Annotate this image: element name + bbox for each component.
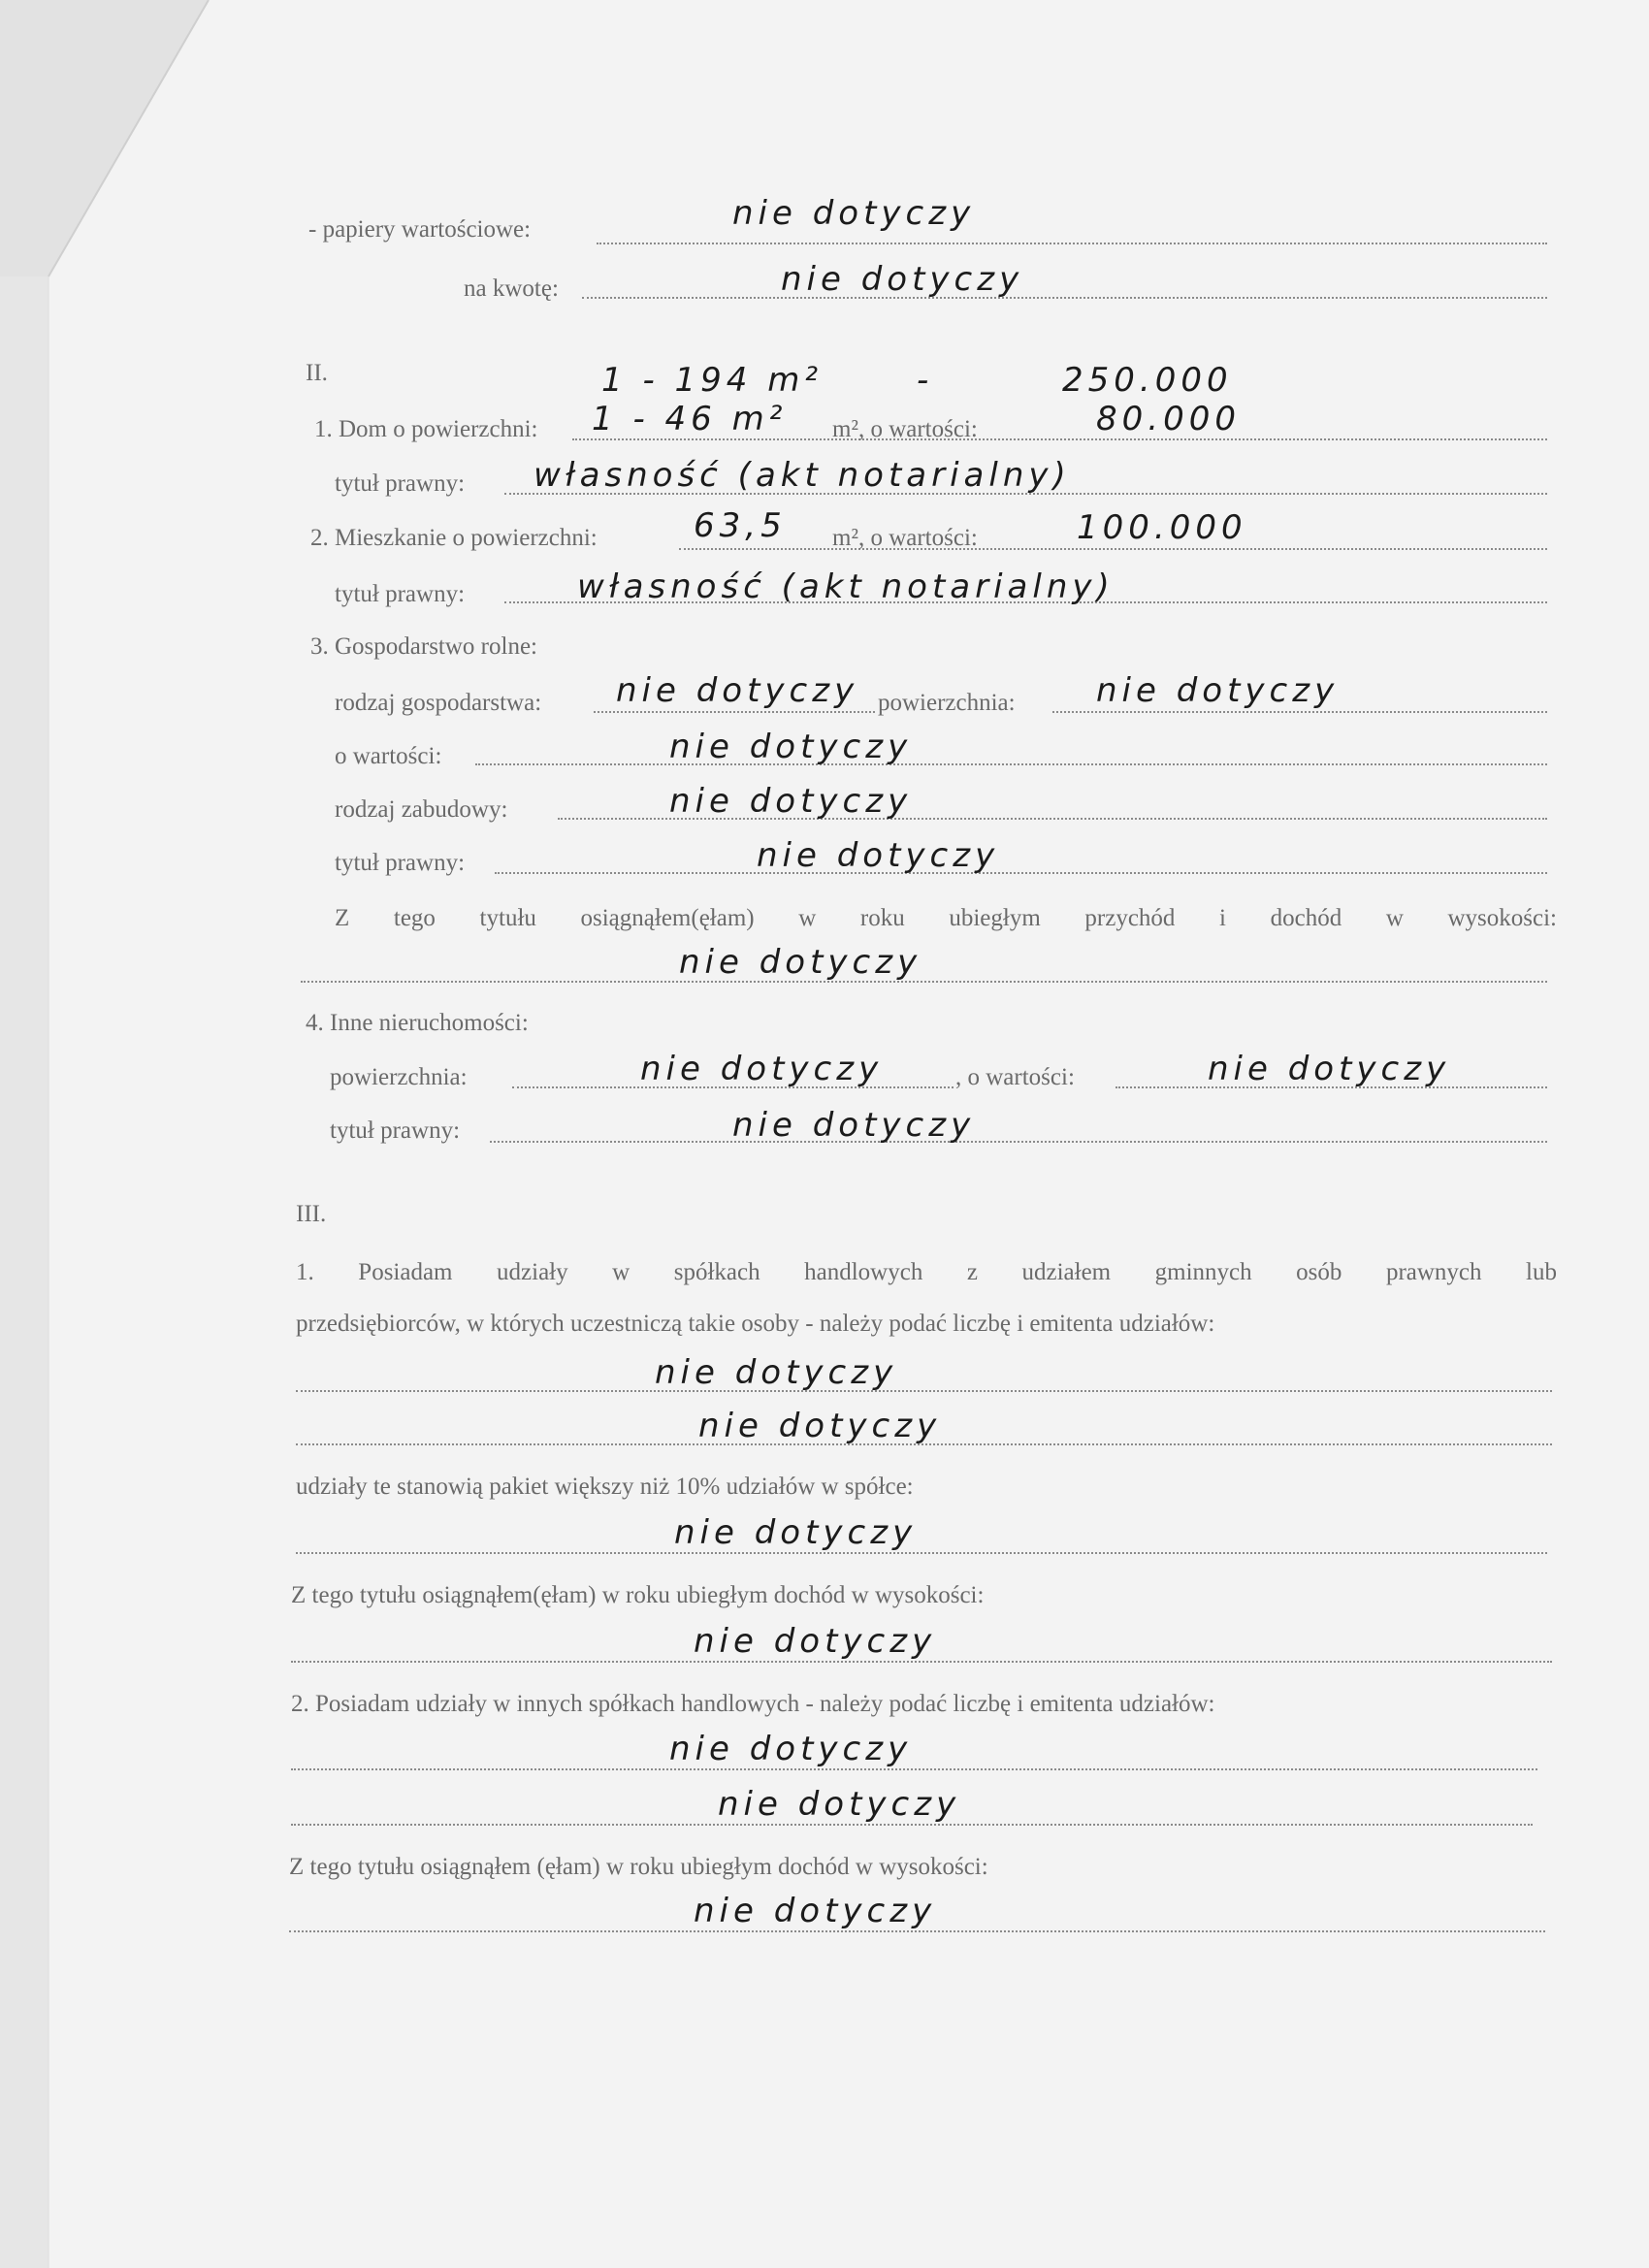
p2-value2: nie dotyczy	[718, 1785, 961, 1824]
mieszkanie-area: 63,5	[694, 506, 787, 545]
dom-extra-value: 250.000	[1062, 361, 1233, 400]
kwote-dotted-line	[582, 297, 1547, 299]
p1-value1-dotted-line	[296, 1390, 1552, 1392]
inne-tytul-value: nie dotyczy	[732, 1106, 976, 1145]
dom-label: 1. Dom o powierzchni:	[314, 416, 538, 442]
papiery-dotted-line	[597, 243, 1547, 244]
p1-line2: przedsiębiorców, w których uczestniczą takie osoby - należy podać liczbę i emitenta udziałów:	[296, 1311, 1215, 1337]
dom-dotted-line	[572, 438, 1547, 440]
p2-value2-dotted-line	[291, 1824, 1533, 1826]
inne-wartosc-value: nie dotyczy	[1208, 1050, 1451, 1088]
p2-value1-dotted-line	[291, 1768, 1537, 1770]
mieszkanie-value: 100.000	[1077, 508, 1247, 547]
dom-tytul-value: własność (akt notarialny)	[534, 456, 1071, 495]
mieszkanie-unit-label: m², o wartości:	[832, 525, 978, 551]
gospodarstwo-tytul-dotted-line	[495, 872, 1547, 874]
gospodarstwo-rodzaj-label: rodzaj gospodarstwa:	[335, 690, 542, 716]
gospodarstwo-tytul-label: tytuł prawny:	[335, 850, 466, 876]
gospodarstwo-wartosc-dotted-line	[475, 763, 1547, 765]
mieszkanie-label: 2. Mieszkanie o powierzchni:	[310, 525, 598, 551]
dochod1-dotted-line	[291, 1661, 1552, 1663]
gospodarstwo-heading: 3. Gospodarstwo rolne:	[310, 633, 537, 660]
dochod2-value: nie dotyczy	[694, 1892, 937, 1930]
gospodarstwo-wartosc-value: nie dotyczy	[669, 728, 913, 766]
mieszkanie-dotted-line	[679, 548, 1547, 550]
papiery-label: - papiery wartościowe:	[308, 216, 532, 243]
gospodarstwo-wartosc-label: o wartości:	[335, 743, 442, 769]
kwote-label: na kwotę:	[464, 275, 559, 302]
p1-value1: nie dotyczy	[655, 1353, 898, 1392]
section-iii-heading: III.	[296, 1201, 327, 1227]
gospodarstwo-zabudowa-value: nie dotyczy	[669, 782, 913, 821]
gospodarstwo-zabudowa-label: rodzaj zabudowy:	[335, 796, 508, 823]
inne-tytul-dotted-line	[490, 1141, 1547, 1143]
dochod1-value: nie dotyczy	[694, 1622, 937, 1661]
section-ii-heading: II.	[306, 360, 328, 386]
pakiet-dotted-line	[296, 1552, 1547, 1554]
dom-extra-dash: -	[917, 361, 934, 400]
inne-powierzchnia-label: powierzchnia:	[330, 1064, 468, 1090]
inne-wartosc-label: , o wartości:	[955, 1064, 1075, 1090]
inne-tytul-label: tytuł prawny:	[330, 1118, 461, 1144]
kwote-value: nie dotyczy	[781, 260, 1024, 299]
dom-extra-area: 1 - 194 m²	[601, 361, 823, 400]
gospodarstwo-powierzchnia-value: nie dotyczy	[1096, 671, 1340, 710]
gospodarstwo-przychod-value: nie dotyczy	[679, 943, 922, 982]
inne-heading: 4. Inne nieruchomości:	[306, 1010, 529, 1036]
gospodarstwo-przychod-label: Z tego tytułu osiągnąłem(ęłam) w roku ubiegłym przychód i dochód w wysokości:	[335, 905, 1557, 931]
dochod2-label: Z tego tytułu osiągnąłem (ęłam) w roku ubiegłym dochód w wysokości:	[289, 1854, 988, 1880]
dochod2-dotted-line	[289, 1930, 1545, 1932]
dom-area: 1 - 46 m²	[592, 400, 788, 438]
inne-powierzchnia-value: nie dotyczy	[640, 1050, 884, 1088]
dom-value: 80.000	[1096, 400, 1241, 438]
papiery-value: nie dotyczy	[732, 194, 976, 233]
gospodarstwo-powierzchnia-dotted-line	[1052, 711, 1547, 713]
gospodarstwo-tytul-value: nie dotyczy	[757, 836, 1000, 875]
p1-value2: nie dotyczy	[698, 1407, 942, 1445]
mieszkanie-tytul-label: tytuł prawny:	[335, 581, 466, 607]
gospodarstwo-przychod-dotted-line	[301, 981, 1547, 983]
p1-line1: 1. Posiadam udziały w spółkach handlowych z udziałem gminnych osób prawnych lub	[296, 1259, 1557, 1285]
dom-unit-label: m², o wartości:	[832, 416, 978, 442]
gospodarstwo-rodzaj-dotted-line	[594, 711, 875, 713]
gospodarstwo-rodzaj-value: nie dotyczy	[616, 671, 859, 710]
dochod1-label: Z tego tytułu osiągnąłem(ęłam) w roku ubiegłym dochód w wysokości:	[291, 1582, 985, 1608]
mieszkanie-tytul-value: własność (akt notarialny)	[577, 567, 1115, 606]
dom-tytul-label: tytuł prawny:	[335, 470, 466, 497]
gospodarstwo-powierzchnia-label: powierzchnia:	[878, 690, 1016, 716]
p2-label: 2. Posiadam udziały w innych spółkach handlowych - należy podać liczbę i emitenta udziałów:	[291, 1691, 1215, 1717]
p2-value1: nie dotyczy	[669, 1730, 913, 1768]
pakiet-label: udziały te stanowią pakiet większy niż 10% udziałów w spółce:	[296, 1474, 914, 1500]
pakiet-value: nie dotyczy	[674, 1513, 918, 1552]
